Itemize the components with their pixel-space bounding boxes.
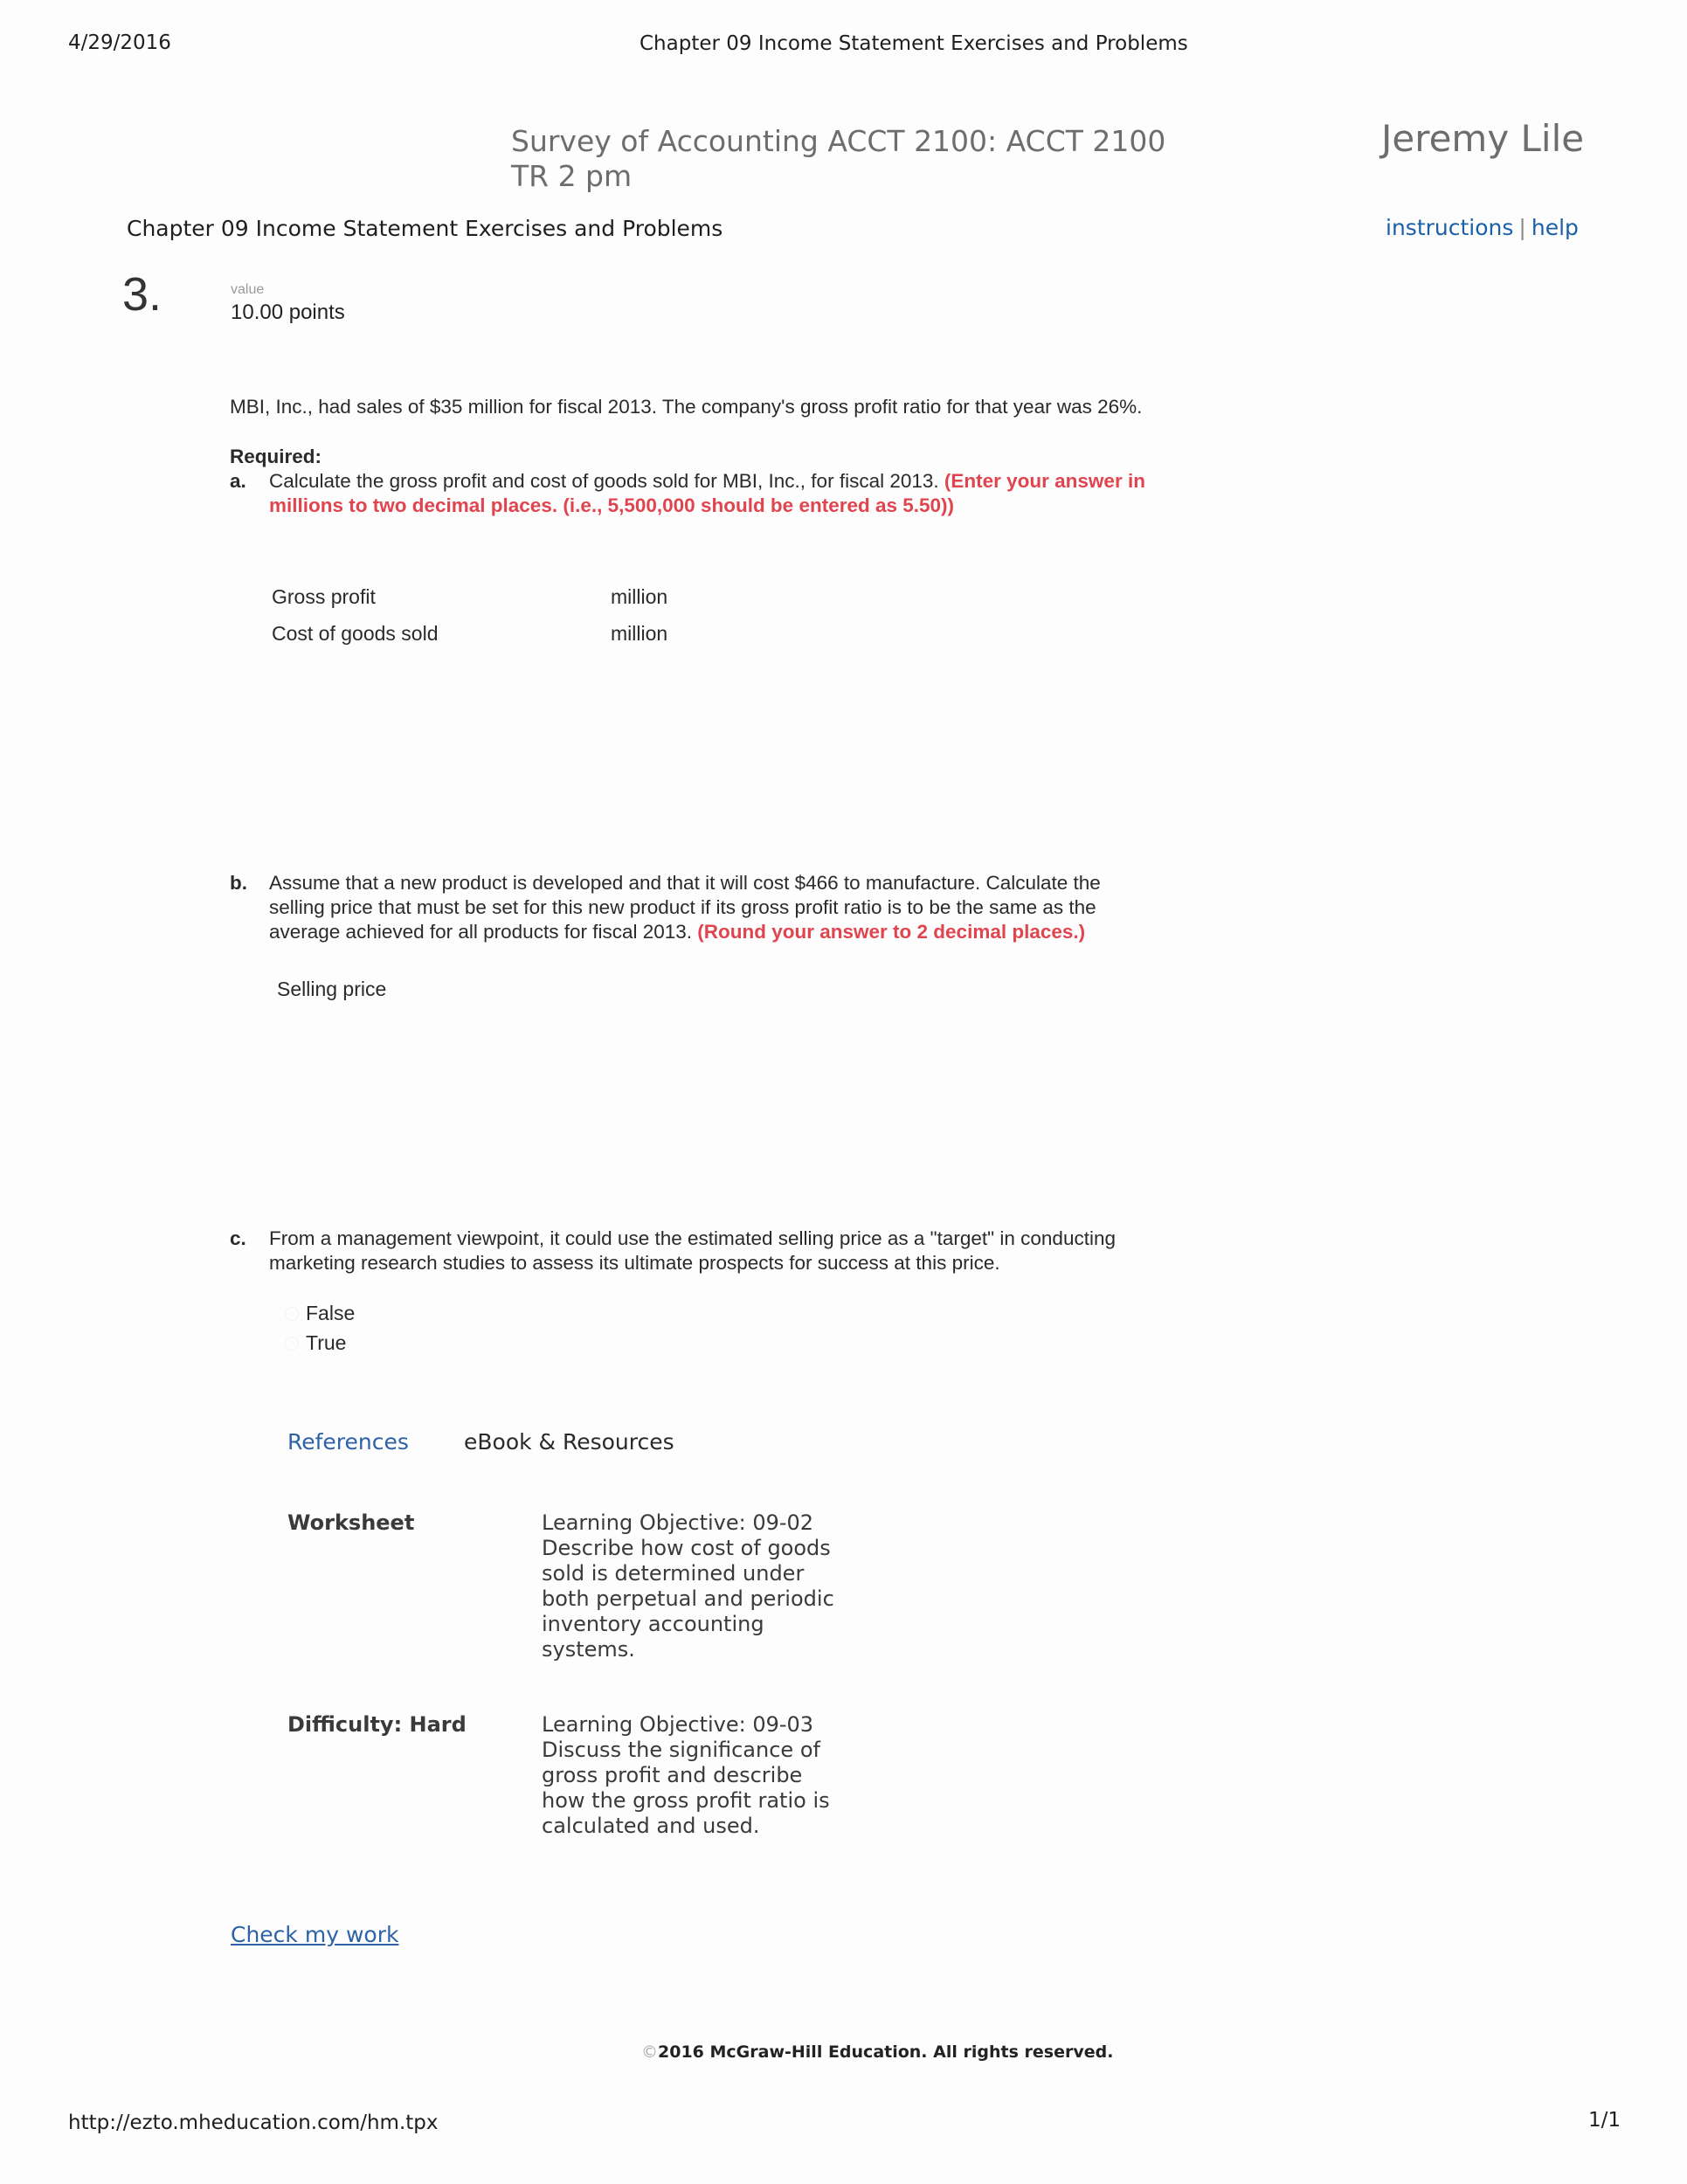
cogs-unit: million xyxy=(611,622,668,645)
part-c-line1: From a management viewpoint, it could use the estimated selling price as a "target" in conducting xyxy=(269,1227,1116,1249)
ref-line: Describe how cost of goods xyxy=(542,1536,831,1560)
question-number: 3. xyxy=(122,268,162,321)
ref-line: gross profit and describe xyxy=(542,1763,803,1787)
ref-line: inventory accounting xyxy=(542,1612,764,1636)
question-intro: MBI, Inc., had sales of $35 million for fiscal 2013. The company's gross profit ratio for that year was 26%. xyxy=(230,396,1143,418)
part-b-line3: average achieved for all products for fiscal 2013. xyxy=(269,921,698,943)
tab-references[interactable]: References xyxy=(287,1429,409,1455)
check-my-work-link[interactable]: Check my work xyxy=(231,1922,399,1947)
copyright-text: 2016 McGraw-Hill Education. All rights reserved. xyxy=(658,2042,1114,2062)
help-link[interactable]: help xyxy=(1531,215,1579,240)
ref-line: Learning Objective: 09-03 xyxy=(542,1712,814,1737)
ref-line: sold is determined under xyxy=(542,1561,805,1586)
part-a-hint-line2: millions to two decimal places. (i.e., 5,500,000 should be entered as 5.50)) xyxy=(269,494,955,516)
print-url: http://ezto.mheducation.com/hm.tpx xyxy=(68,2111,439,2134)
ref-line: systems. xyxy=(542,1637,635,1662)
ref-line: Learning Objective: 09-02 xyxy=(542,1510,814,1535)
part-b-marker: b. xyxy=(230,872,247,894)
user-name: Jeremy Lile xyxy=(1381,117,1585,160)
ref-line: calculated and used. xyxy=(542,1814,760,1838)
nav-separator: | xyxy=(1518,215,1526,240)
part-a-prompt xyxy=(269,469,1230,518)
part-b-prompt xyxy=(269,871,1230,944)
cogs-label: Cost of goods sold xyxy=(272,622,439,645)
ref-worksheet-label: Worksheet xyxy=(287,1510,415,1535)
part-a-marker: a. xyxy=(230,470,246,492)
part-c-marker: c. xyxy=(230,1227,246,1249)
part-a-text: Calculate the gross profit and cost of goods sold for MBI, Inc., for fiscal 2013. xyxy=(269,470,944,492)
copyright-symbol: © xyxy=(641,2042,658,2062)
selling-price-label: Selling price xyxy=(277,978,387,1000)
print-title: Chapter 09 Income Statement Exercises and Problems xyxy=(640,32,1188,55)
part-b-line2: selling price that must be set for this new product if its gross profit ratio is to be the same as the xyxy=(269,896,1096,918)
option-true[interactable] xyxy=(285,1331,346,1355)
copyright xyxy=(641,2042,1113,2062)
instructions-link[interactable]: instructions xyxy=(1386,215,1514,240)
part-a-hint-line1: (Enter your answer in xyxy=(944,470,1145,492)
gross-profit-label: Gross profit xyxy=(272,585,376,608)
value-label: value xyxy=(231,282,265,297)
print-date: 4/29/2016 xyxy=(68,31,171,54)
part-c-line2: marketing research studies to assess its ultimate prospects for success at this price. xyxy=(269,1252,1000,1274)
option-true-label: True xyxy=(306,1331,347,1354)
radio-true[interactable] xyxy=(285,1337,299,1351)
part-b-line1: Assume that a new product is developed and that it will cost $466 to manufacture. Calculate the xyxy=(269,872,1101,894)
ref-difficulty-label: Difficulty: Hard xyxy=(287,1712,467,1737)
ref-line: how the gross profit ratio is xyxy=(542,1788,830,1813)
course-title xyxy=(511,124,1165,194)
part-c-prompt xyxy=(269,1227,1230,1275)
ref-difficulty-objective xyxy=(542,1712,856,1839)
chapter-title: Chapter 09 Income Statement Exercises and Problems xyxy=(127,216,723,241)
ref-worksheet-objective xyxy=(542,1510,856,1662)
question-points: 10.00 points xyxy=(231,301,345,324)
gross-profit-unit: million xyxy=(611,585,668,608)
part-b-hint: (Round your answer to 2 decimal places.) xyxy=(697,921,1086,943)
header-nav xyxy=(1386,215,1579,240)
required-label: Required: xyxy=(230,446,322,467)
cogs-input[interactable] xyxy=(450,619,625,645)
option-false-label: False xyxy=(306,1302,356,1324)
print-page: 1/1 xyxy=(1588,2109,1621,2132)
option-false[interactable] xyxy=(285,1302,355,1325)
radio-false[interactable] xyxy=(285,1307,299,1321)
course-title-line1: Survey of Accounting ACCT 2100: ACCT 2100 xyxy=(511,124,1166,158)
selling-price-input[interactable] xyxy=(450,974,625,1000)
gross-profit-input[interactable] xyxy=(450,582,625,608)
tab-ebook-resources[interactable]: eBook & Resources xyxy=(464,1429,674,1455)
ref-line: both perpetual and periodic xyxy=(542,1586,834,1611)
ref-line: Discuss the significance of xyxy=(542,1738,820,1762)
course-title-line2: TR 2 pm xyxy=(511,159,633,193)
